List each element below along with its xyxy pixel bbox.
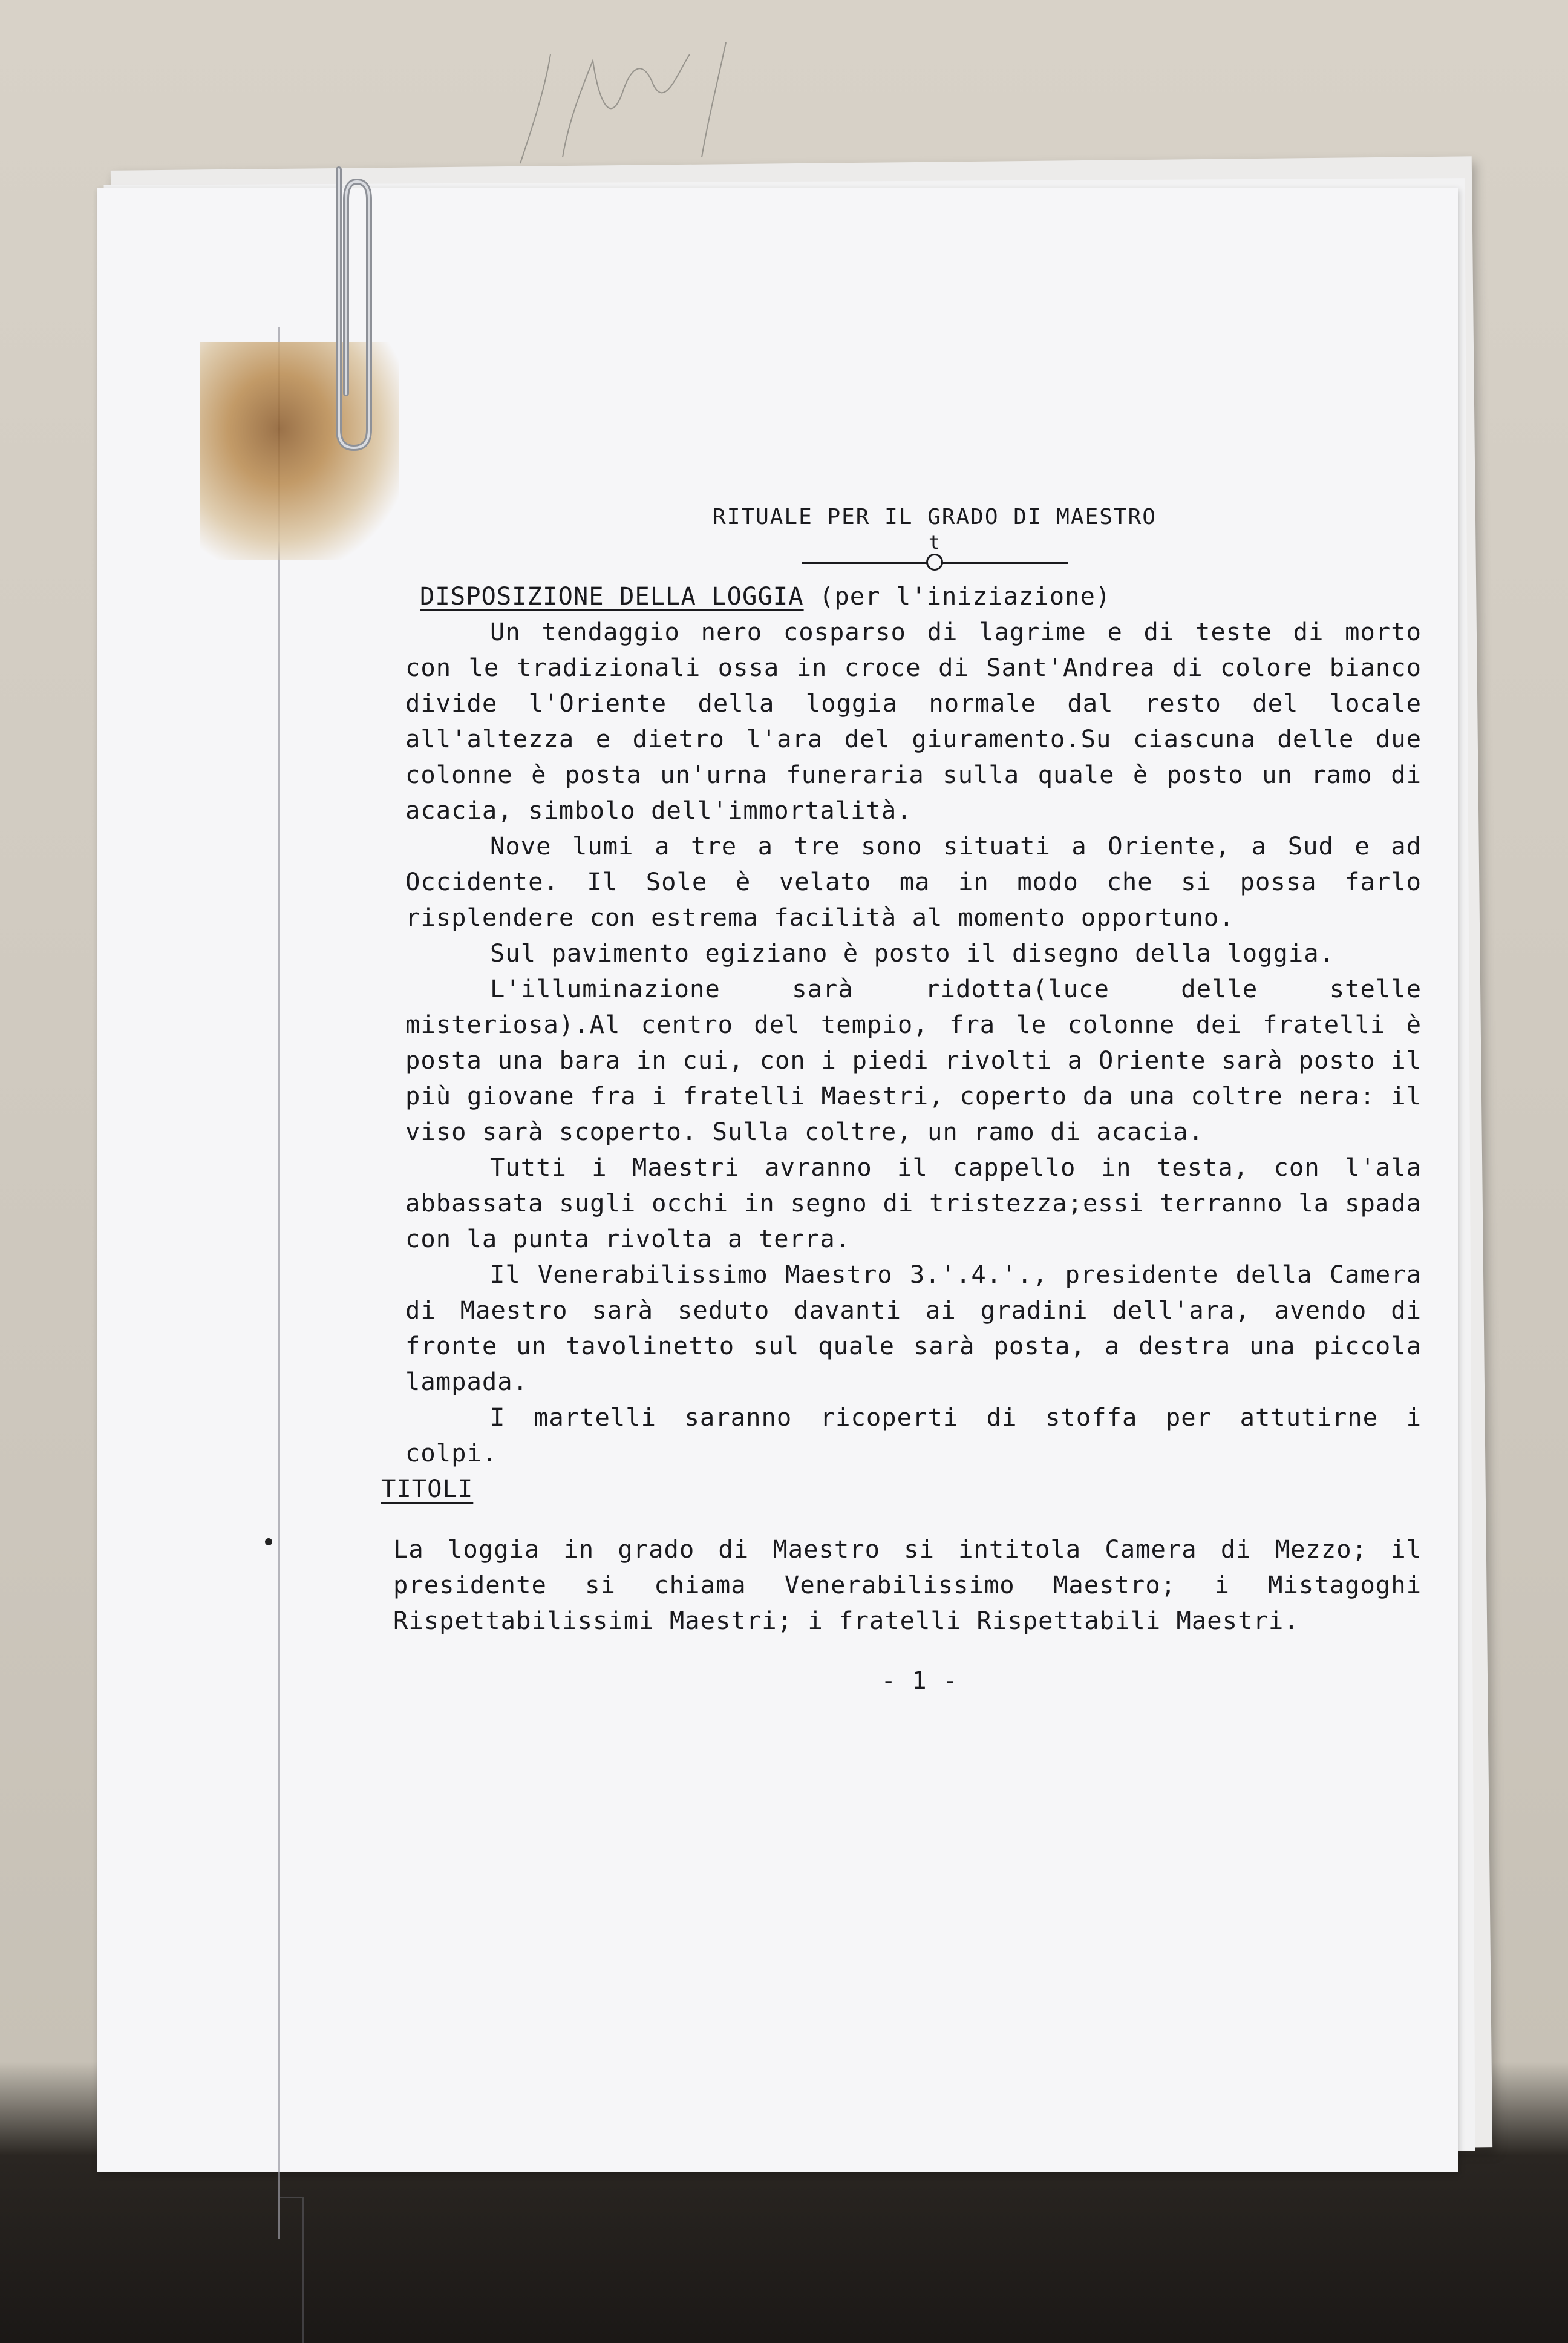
punch-dot [265,1538,272,1545]
section-heading-main: DISPOSIZIONE DELLA LOGGIA [420,582,804,611]
page-number: - 1 - [881,1666,958,1695]
ornament-line [802,562,1068,564]
title-ornament [448,532,1422,575]
section-heading [420,578,1422,614]
paragraph: Tutti i Maestri avranno il cappello in testa, con l'ala abbassata sugli occhi in segno di tristezza;essi terranno la spada con la punta rivolta a terra. [405,1153,1422,1253]
paragraph: Nove lumi a tre a tre sono situati a Oriente, a Sud e ad Occidente. Il Sole è velato ma in modo che si possa farlo risplendere con estrema facilità al momento opportuno. [405,831,1422,932]
section-heading-note: (per l'iniziazione) [818,582,1111,611]
margin-rule [278,327,280,2239]
document-title: RITUALE PER IL GRADO DI MAESTRO [713,505,1157,529]
paragraph: Il Venerabilissimo Maestro 3.'.4.'., presidente della Camera di Maestro sarà seduto davanti ai gradini dell'ara, avendo di fronte un tavolinetto sul quale sarà posta, a destra una piccola lampada. [405,1260,1422,1396]
paragraph: I martelli saranno ricoperti di stoffa per attutirne i colpi. [405,1403,1422,1467]
ornament-circle [926,554,943,571]
paperclip-icon [315,163,381,454]
titoli-paragraph: La loggia in grado di Maestro si intitola Camera di Mezzo; il presidente si chiama Venerabilissimo Maestro; i Mistagoghi Rispettabilissimi Maestri; i fratelli Rispettabili Maestri. [393,1534,1422,1635]
paragraph: L'illuminazione sarà ridotta(luce delle stelle misteriosa).Al centro del tempio, fra le colonne dei fratelli è posta una bara in cui, con i piedi rivolti a Oriente sarà posto il più giovane fra i fratelli Maestri, coperto da una coltre nera: il viso sarà scoperto. Sulla coltre, un ramo di acacia. [405,974,1422,1146]
ornament-letter: t [928,531,941,554]
typed-text [381,502,1422,1699]
faint-corner-mark [278,2197,304,2343]
paragraph: Un tendaggio nero cosparso di lagrime e di teste di morto con le tradizionali ossa in croce di Sant'Andrea di colore bianco divide l'Oriente della loggia normale dal resto del locale all'altezza e dietro l'ara del giuramento.Su ciascuna delle due colonne è posta un'urna funeraria sulla quale è posto un ramo di acacia, simbolo dell'immortalità. [405,617,1422,825]
paragraph: Sul pavimento egiziano è posto il disegno della loggia. [490,939,1335,968]
titoli-heading: TITOLI [381,1474,474,1503]
pencil-scribble [508,18,762,175]
